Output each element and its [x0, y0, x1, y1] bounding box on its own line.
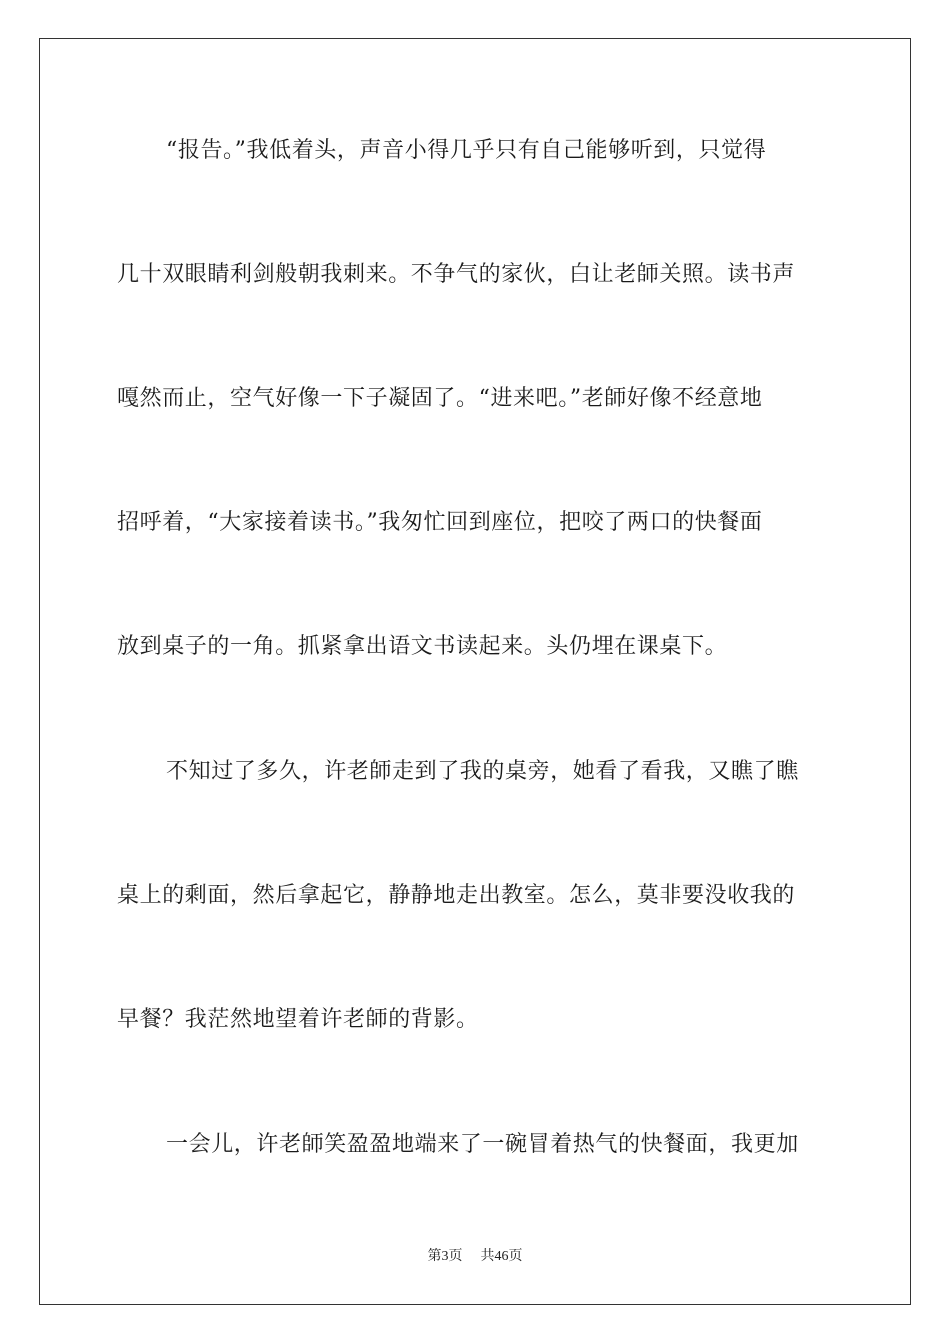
text-line: 嘎然而止，空气好像一下子凝固了。“进来吧。”老師好像不经意地 — [117, 386, 763, 411]
text-line: 不知过了多久，许老師走到了我的桌旁，她看了看我，又瞧了瞧 — [166, 759, 799, 784]
text-line: 早餐？我茫然地望着许老師的背影。 — [117, 1007, 479, 1032]
page-footer — [0, 1247, 950, 1267]
page-border — [39, 38, 911, 1305]
text-line: 一会儿，许老師笑盈盈地端来了一碗冒着热气的快餐面，我更加 — [166, 1132, 799, 1157]
text-line: 招呼着，“大家接着读书。”我匆忙回到座位，把咬了两口的快餐面 — [117, 510, 763, 535]
page-number: 第3页 — [427, 1249, 463, 1264]
page-total: 共46页 — [480, 1249, 523, 1264]
text-line: 几十双眼睛利剑般朝我刺来。不争气的家伙，白让老師关照。读书声 — [117, 262, 796, 287]
text-line: 放到桌子的一角。抓紧拿出语文书读起来。头仍埋在课桌下。 — [117, 634, 728, 659]
text-line: “报告。”我低着头，声音小得几乎只有自己能够听到，只觉得 — [166, 138, 767, 163]
text-line: 桌上的剩面，然后拿起它，静静地走出教室。怎么，莫非要没收我的 — [117, 883, 796, 908]
